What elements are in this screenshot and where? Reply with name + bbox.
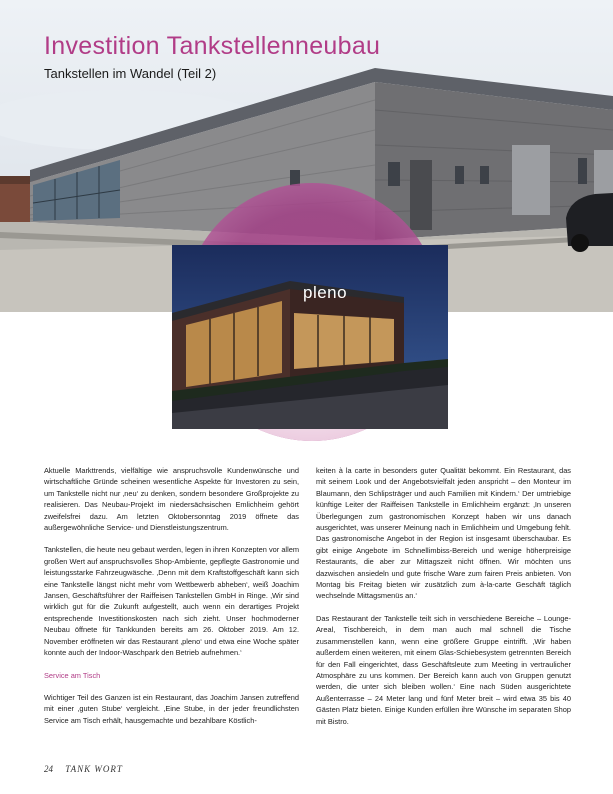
article-column-right — [316, 465, 571, 738]
inset-illustration — [172, 245, 448, 429]
paragraph: Tankstellen, die heute neu gebaut werden, legen in ihren Konzepten vor allem großen Wert auf anspruchsvolles Shop-Ambiente, gepflegte Gastronomie und leistungsstarke Fahrzeugwäsche. ‚Denn mit dem Kraftstoffgeschäft kann sich eine Tankstelle längst nicht mehr vom Wettbewerb abheben‘, weiß Joachim Jansen, Geschäftsführer der Raiffeisen Tankstellen GmbH in Ringe. ‚Wir sind wirklich gut für die Zukunft aufgestellt, auch wenn ein derartiges Projekt entsprechende Investitionskosten nach sich zieht. Unser hochmoderner Neubau öffnete für Tankkunden bereits am 26. Oktober 2019. Am 12. November eröffneten wir das Restaurant ‚pleno‘ und etwa eine Woche später konnte auch der Indoor-Waschpark den Betrieb aufnehmen.‘ — [44, 545, 299, 658]
article-column-left — [44, 465, 299, 737]
page-title: Investition Tankstellenneubau — [44, 32, 381, 60]
page-number: 24 — [44, 764, 53, 774]
paragraph: Das Restaurant der Tankstelle teilt sich in verschiedene Bereiche – Lounge-Areal, Tischbereich, in dem man auch mal schnell die Tische zusammenstellen kann, wenn eine größere Gruppe eintrifft. ‚Wir haben außerdem einen weiteren, mit einem Glas-Schiebesystem getrennten Bereich für den Fall eingerichtet, dass Geschäftsleute zum Meeting in vertraulicher Atmosphäre zu uns kommen. Der Bereich kann auch von Gruppen genutzt werden, die unter sich bleiben wollen.‘ Eine nach Süden ausgerichtete Außenterrasse – 24 Meter lang und fünf Meter breit – wird etwa 35 bis 40 Gästen Platz bieten. Einige Kunden erfüllen ihre Wünsche im separaten Shop mit Bistro. — [316, 613, 571, 726]
page-subtitle: Tankstellen im Wandel (Teil 2) — [44, 66, 217, 81]
restaurant-sign: pleno — [303, 283, 348, 302]
page-footer — [44, 764, 123, 774]
paragraph: Wichtiger Teil des Ganzen ist ein Restaurant, das Joachim Jansen zutreffend mit einer ‚guten Stube‘ vergleicht. ‚Eine Stube, in der jeder freundlichsten Service am Tisch erhält, hausgemachte und bezahlbare Köstlich- — [44, 692, 299, 725]
paragraph: keiten à la carte in besonders guter Qualität bekommt. Ein Restaurant, das mit seinem Look und der Angebotsvielfalt jeden anspricht – den Monteur im Blaumann, den Schlipsträger und auch Familien mit Kindern.‘ Der umtriebige künftige Leiter der Raiffeisen Tankstelle in Emlichheim ergänzt: ‚In unseren Überlegungen zum gastronomischen Konzept haben wir uns danach ausgerichtet, was unserer Meinung nach in Emlichheim und Umgebung fehlt. Das gastronomische Angebot in der Region ist insgesamt überschaubar. Es gibt einige Angebote im Schnellimbiss-Bereich und wenige höherpreisige Restaurants, die aber zur Mittagszeit nicht öffnen. Wir möchten uns dazwischen ansiedeln und gute frische Ware zum fairen Preis anbieten. Von Montag bis Freitag bieten wir zusätzlich zum à-la-carte Geschäft täglich wechselnde Mittagsmenüs an.‘ — [316, 466, 571, 601]
inset-photo-restaurant — [172, 245, 448, 429]
paragraph: Aktuelle Markttrends, vielfältige wie anspruchsvolle Kundenwünsche und wirtschaftliche Gründe scheinen wesentliche Aspekte für Investoren zu sein, um Tankstelle nicht nur ‚neu‘ zu denken, sondern besondere Großprojekte zu realisieren. Das Neubau-Projekt im niedersächsischen Emlichheim gehört zweifelsfrei dazu. Am letzten Oktobersonntag 2019 öffnete das außergewöhnliche Service- und Dienstleistungszentrum. — [44, 466, 299, 533]
magazine-name: TANK WORT — [65, 764, 123, 774]
section-subhead: Service am Tisch — [44, 670, 101, 680]
